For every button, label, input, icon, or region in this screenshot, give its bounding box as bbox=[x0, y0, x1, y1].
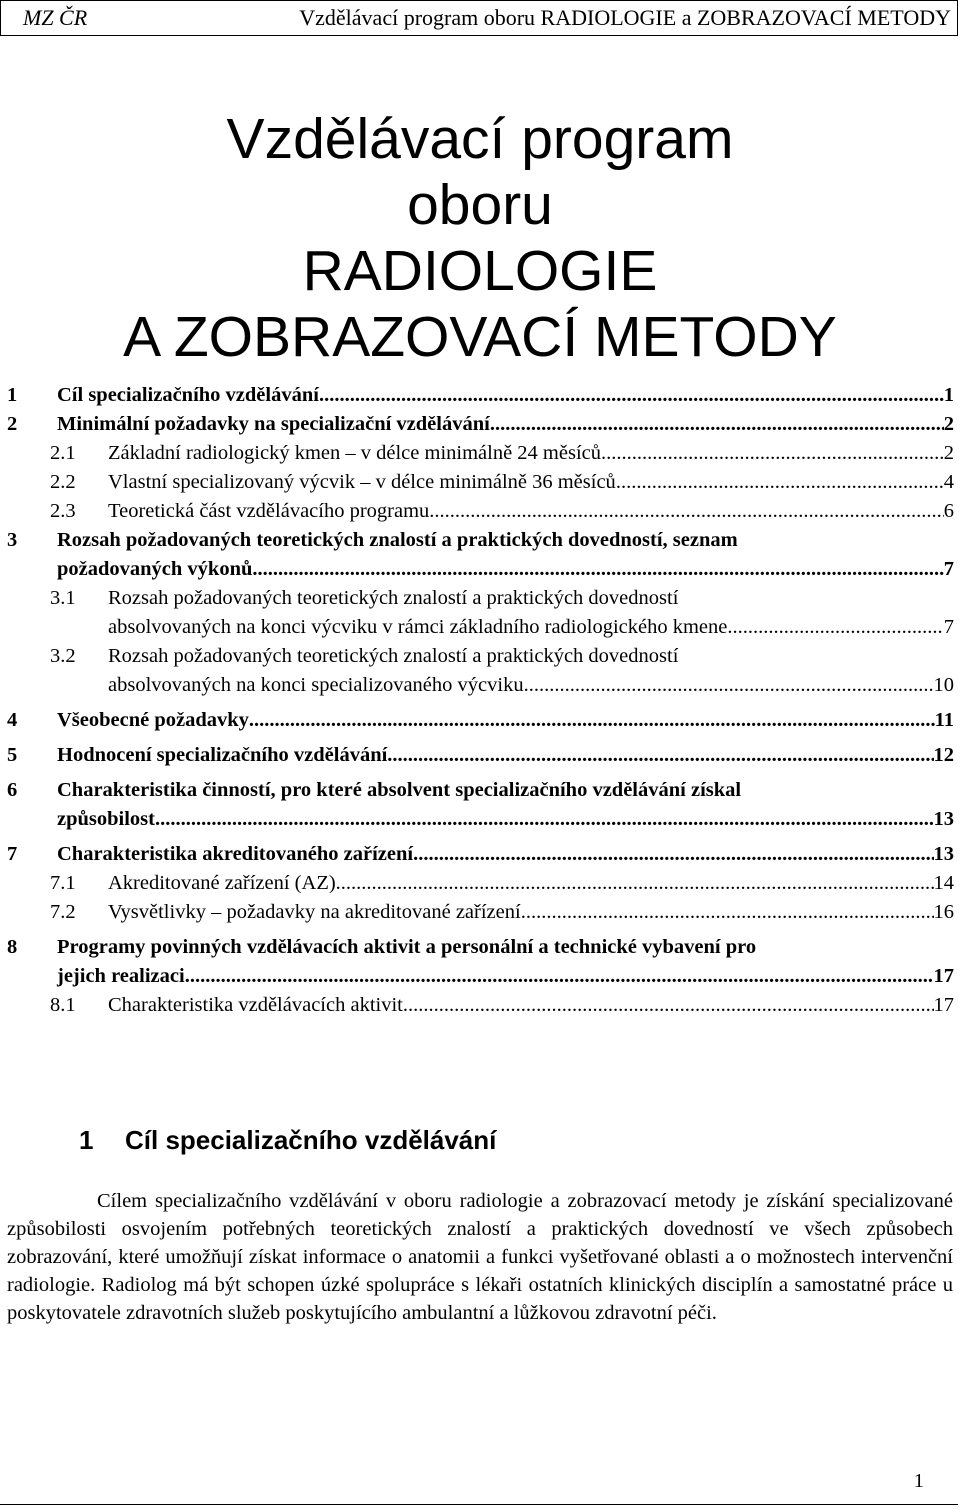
toc-entry-text: Charakteristika vzdělávacích aktivit bbox=[108, 994, 403, 1016]
toc-entry-number: 6 bbox=[7, 779, 18, 801]
toc-entry-number: 2.1 bbox=[50, 442, 76, 464]
toc-entry-text: Rozsah požadovaných teoretických znalostí a praktických dovedností bbox=[108, 587, 679, 609]
toc-dot-leader bbox=[155, 808, 934, 831]
toc-entry-text: Teoretická část vzdělávacího programu bbox=[108, 500, 430, 522]
toc-entry-number: 8 bbox=[7, 936, 18, 958]
section-1-paragraph: Cílem specializačního vzdělávání v oboru radiologie a zobrazovací metody je získání specializované způsobilosti osvojením potřebných teoretických znalostí a praktických dovedností ve všech způsobech zobrazování, které umožňují získat informace o anatomii a funkci vyšetřované oblasti a o možnostech intervenční radiologie. Radiolog má být schopen úzké spolupráce s lékaři ostatních klinických disciplín a samostatné práce u poskytovatele zdravotních služeb poskytujícího ambulantní a lůžkovou zdravotní péči. bbox=[7, 1190, 953, 1324]
toc-entry-number: 2.2 bbox=[50, 471, 76, 493]
toc-entry-page: 10 bbox=[933, 674, 954, 696]
toc-entry[interactable] bbox=[0, 581, 960, 639]
toc-entry-text: Všeobecné požadavky bbox=[57, 709, 249, 731]
toc-entry-text-cont: absolvovaných na konci specializovaného výcviku bbox=[108, 674, 524, 696]
toc-entry[interactable] bbox=[0, 924, 960, 988]
toc-entry-text: Cíl specializačního vzdělávání bbox=[57, 384, 319, 406]
toc-entry-text: Charakteristika činností, pro které absolvent specializačního vzdělávání získal bbox=[57, 779, 742, 801]
header-title: Vzdělávací program oboru RADIOLOGIE a ZOBRAZOVACÍ METODY bbox=[299, 5, 951, 30]
toc-dot-leader bbox=[524, 674, 934, 697]
toc-entry-page: 7 bbox=[943, 558, 954, 580]
toc-entry-page: 6 bbox=[943, 500, 954, 522]
toc-entry-text: Minimální požadavky na specializační vzdělávání bbox=[57, 413, 490, 435]
toc-dot-leader bbox=[319, 384, 944, 407]
toc-dot-leader bbox=[429, 500, 943, 523]
toc-dot-leader bbox=[336, 872, 934, 895]
toc-dot-leader bbox=[601, 442, 944, 465]
toc-entry-page: 13 bbox=[933, 843, 954, 865]
toc-entry[interactable] bbox=[0, 767, 960, 831]
toc-entry-number: 7.1 bbox=[50, 872, 76, 894]
toc-entry[interactable] bbox=[0, 831, 960, 866]
toc-entry-page: 1 bbox=[943, 384, 954, 406]
toc-entry-number: 3 bbox=[7, 529, 18, 551]
toc-entry-text-cont: absolvovaných na konci výcviku v rámci základního radiologického kmene bbox=[108, 616, 728, 638]
toc-entry-page: 2 bbox=[943, 413, 954, 435]
toc-entry-text: Programy povinných vzdělávacích aktivit a personální a technické vybavení pro bbox=[57, 936, 757, 958]
toc-entry-page: 11 bbox=[934, 709, 954, 731]
toc-dot-leader bbox=[727, 616, 943, 639]
toc-entry[interactable] bbox=[0, 988, 960, 1017]
toc-entry[interactable] bbox=[0, 866, 960, 895]
toc-entry-text: Vysvětlivky – požadavky na akreditované zařízení bbox=[108, 901, 521, 923]
toc-entry-number: 7.2 bbox=[50, 901, 76, 923]
toc-dot-leader bbox=[387, 744, 933, 767]
toc-entry-page: 16 bbox=[933, 901, 954, 923]
toc-dot-leader bbox=[490, 413, 944, 436]
toc-dot-leader bbox=[185, 965, 934, 988]
toc-entry-text: Základní radiologický kmen – v délce minimálně 24 měsíců bbox=[108, 442, 602, 464]
toc-entry-text: Rozsah požadovaných teoretických znalostí a praktických dovedností bbox=[108, 645, 679, 667]
toc-entry-page: 14 bbox=[933, 872, 954, 894]
section-title: Cíl specializačního vzdělávání bbox=[125, 1125, 497, 1155]
table-of-contents bbox=[0, 378, 960, 1017]
toc-entry[interactable] bbox=[0, 697, 960, 732]
toc-entry[interactable] bbox=[0, 378, 960, 407]
toc-entry-text: Vlastní specializovaný výcvik – v délce minimálně 36 měsíců bbox=[108, 471, 616, 493]
toc-dot-leader bbox=[521, 901, 934, 924]
toc-entry-text: Akreditované zařízení (AZ) bbox=[108, 872, 336, 894]
section-1-heading bbox=[79, 1125, 496, 1156]
toc-entry-number: 2.3 bbox=[50, 500, 76, 522]
toc-entry[interactable] bbox=[0, 895, 960, 924]
footer-divider bbox=[0, 1504, 958, 1505]
toc-entry[interactable] bbox=[0, 732, 960, 767]
toc-entry[interactable] bbox=[0, 465, 960, 494]
toc-entry-number: 1 bbox=[7, 384, 18, 406]
title-line-3: RADIOLOGIE bbox=[302, 239, 658, 303]
toc-entry-page: 4 bbox=[943, 471, 954, 493]
toc-entry-number: 5 bbox=[7, 744, 18, 766]
toc-entry-page: 2 bbox=[943, 442, 954, 464]
toc-entry-number: 4 bbox=[7, 709, 18, 731]
toc-dot-leader bbox=[413, 843, 933, 866]
section-number: 1 bbox=[79, 1125, 94, 1155]
toc-dot-leader bbox=[616, 471, 944, 494]
toc-entry-text: Charakteristika akreditovaného zařízení bbox=[57, 843, 414, 865]
toc-dot-leader bbox=[403, 994, 934, 1017]
title-line-1: Vzdělávací program bbox=[226, 107, 734, 171]
title-line-4: A ZOBRAZOVACÍ METODY bbox=[123, 305, 837, 369]
page-number: 1 bbox=[913, 1470, 924, 1492]
title-line-2: oboru bbox=[407, 173, 553, 237]
toc-entry[interactable] bbox=[0, 407, 960, 436]
toc-entry-number: 2 bbox=[7, 413, 18, 435]
toc-entry-page: 7 bbox=[943, 616, 954, 638]
toc-entry[interactable] bbox=[0, 494, 960, 523]
toc-entry-text-cont: způsobilost bbox=[57, 808, 155, 830]
document-title bbox=[0, 106, 960, 370]
toc-entry-page: 12 bbox=[933, 744, 954, 766]
toc-dot-leader bbox=[252, 558, 943, 581]
toc-entry-page: 13 bbox=[933, 808, 954, 830]
toc-entry-number: 3.1 bbox=[50, 587, 76, 609]
toc-entry-number: 7 bbox=[7, 843, 18, 865]
toc-entry-text: Hodnocení specializačního vzdělávání bbox=[57, 744, 388, 766]
header-org: MZ ČR bbox=[23, 5, 88, 30]
toc-entry-number: 8.1 bbox=[50, 994, 76, 1016]
toc-dot-leader bbox=[249, 709, 935, 732]
running-header bbox=[0, 0, 958, 36]
toc-entry-text-cont: jejich realizaci bbox=[57, 965, 185, 987]
toc-entry-text: Rozsah požadovaných teoretických znalostí a praktických dovedností, seznam bbox=[57, 529, 738, 551]
toc-entry[interactable] bbox=[0, 523, 960, 581]
toc-entry-page: 17 bbox=[933, 965, 954, 987]
toc-entry-text-cont: požadovaných výkonů bbox=[57, 558, 253, 580]
toc-entry[interactable] bbox=[0, 436, 960, 465]
toc-entry-page: 17 bbox=[933, 994, 954, 1016]
toc-entry-number: 3.2 bbox=[50, 645, 76, 667]
toc-entry[interactable] bbox=[0, 639, 960, 697]
